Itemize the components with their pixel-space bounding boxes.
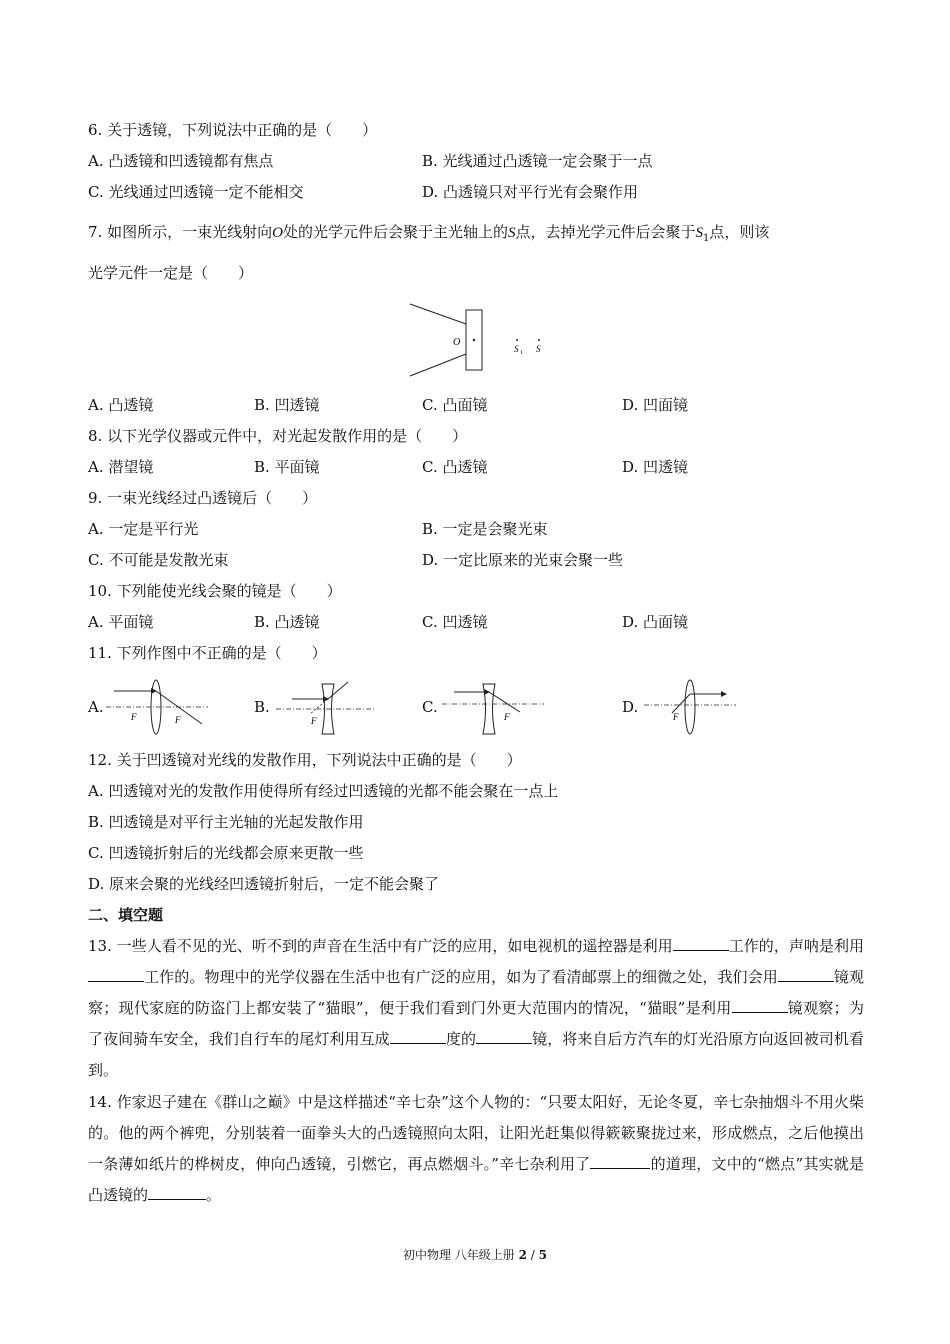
q11-option-d-label: D. — [622, 698, 639, 716]
footer-page-total: 5 — [538, 1248, 548, 1262]
q9-option-c: C. 不可能是发散光束 — [88, 551, 229, 569]
q6-option-d: D. 凸透镜只对平行光有会聚作用 — [422, 183, 639, 201]
q11-figure-a — [104, 676, 210, 736]
q13-blank-2[interactable] — [88, 967, 144, 982]
q7-point-s — [538, 339, 540, 341]
q14-blank-1[interactable] — [590, 1154, 650, 1169]
q7-s-symbol: S — [507, 225, 516, 241]
q7-o-symbol: O — [272, 225, 283, 241]
q6-option-c: C. 光线通过凹透镜一定不能相交 — [88, 183, 304, 201]
q11-option-c-label: C. — [422, 698, 438, 716]
q13-blank-1[interactable] — [673, 936, 729, 951]
q6-stem: 6. 关于透镜，下列说法中正确的是（ ） — [88, 121, 378, 139]
q11d-f: F — [673, 712, 679, 722]
q11a-f-right: F — [175, 715, 181, 725]
q7-label-o: O — [453, 337, 461, 348]
q8-option-b: B. 平面镜 — [254, 458, 320, 476]
q12-stem: 12. 关于凹透镜对光线的发散作用，下列说法中正确的是（ ） — [88, 751, 522, 769]
q13-blank-6[interactable] — [476, 1029, 532, 1044]
q12-option-c: C. 凹透镜折射后的光线都会原来更散一些 — [88, 844, 364, 862]
q7-ray-top — [410, 304, 466, 324]
q7-stem: 7. 如图所示，一束光线射向O处的光学元件后会聚于主光轴上的S点，去掉光学元件后会聚于$S_1$点，则该 — [88, 223, 770, 244]
q10-option-b: B. 凸透镜 — [254, 613, 320, 631]
q10-stem: 10. 下列能使光线会聚的镜是（ ） — [88, 582, 342, 600]
q8-stem: 8. 以下光学仪器或元件中，对光起发散作用的是（ ） — [88, 427, 468, 445]
q6-option-b: B. 光线通过凸透镜一定会聚于一点 — [422, 152, 653, 170]
q14-paragraph: 14. 作家迟子建在《群山之巅》中是这样描述“辛七杂”这个人物的：“只要太阳好，无论冬夏，辛七杂抽烟斗不用火柴的。他的两个裤兜，分别装着一面拳头大的凸透镜照向太阳，让阳光赶集似得簌簌聚拢过来，形成燃点，之后他摸出一条薄如纸片的桦树皮，伸向凸透镜，引燃它，再点燃烟斗。”辛七杂利用了 的道理，文中的“燃点”其实就是凸透镜的 。 — [88, 1093, 864, 1204]
q7-label-s: S — [536, 344, 541, 354]
q11-figure-c — [440, 676, 546, 736]
q7-s1-symbol: S — [695, 225, 703, 241]
q11a-f-left: F — [131, 712, 137, 722]
q7-stem-line2: 光学元件一定是（ ） — [88, 264, 254, 282]
q7-point-s1 — [516, 339, 518, 341]
q9-stem: 9. 一束光线经过凸透镜后（ ） — [88, 489, 318, 507]
q13-paragraph: 13. 一些人看不见的光、听不到的声音在生活中有广泛的应用，如电视机的遥控器是利用 工作的，声呐是利用工作的。物理中的光学仪器在生活中也有广泛的应用，如为了看清邮票上的细微之处，我们会用 镜观察；现代家庭的防盗门上都安装了“猫眼”，便于我们看到门外更大范围内的情况，“猫眼”是利用 镜观察；为了夜间骑车安全，我们自行车的尾灯利用互成 度的 镜，将来自后方汽车的灯光沿原方向返回被司机看到。 — [88, 937, 864, 1079]
q7-option-c: C. 凸面镜 — [422, 396, 488, 414]
q11d-convex-lens — [685, 680, 695, 734]
q10-option-a: A. 平面镜 — [88, 613, 154, 631]
q8-option-d: D. 凹透镜 — [622, 458, 689, 476]
q11-option-b-label: B. — [254, 698, 270, 716]
q10-option-d: D. 凸面镜 — [622, 613, 689, 631]
q13-blank-4[interactable] — [732, 998, 788, 1013]
page-footer: 初中物理 八年级上册 2 / 5 — [402, 1248, 548, 1262]
q11-figure-b — [274, 676, 376, 736]
q8-option-a: A. 潜望镜 — [88, 458, 154, 476]
q7-option-a: A. 凸透镜 — [88, 396, 154, 414]
q12-option-d: D. 原来会聚的光线经凹透镜折射后，一定不能会聚了 — [88, 875, 440, 893]
q7-ray-bottom — [410, 354, 466, 376]
q11c-refracted-ray — [489, 692, 520, 712]
q7-label-s1: S — [514, 344, 519, 354]
section-heading-fill-in: 二、填空题 — [88, 906, 164, 924]
q9-option-a: A. 一定是平行光 — [88, 520, 199, 538]
q11-option-a-label: A. — [88, 698, 104, 716]
q11b-f: F — [311, 716, 317, 726]
q11b-extension — [310, 699, 328, 714]
q9-option-b: B. 一定是会聚光束 — [422, 520, 548, 538]
q14-blank-2[interactable] — [148, 1185, 206, 1200]
q7-label-s1-sub: 1 — [520, 350, 523, 356]
footer-page-number: 2 — [518, 1248, 527, 1262]
q11b-refracted-ray — [328, 682, 348, 699]
q12-option-a: A. 凹透镜对光的发散作用使得所有经过凹透镜的光都不能会聚在一点上 — [88, 782, 559, 800]
q12-option-b: B. 凹透镜是对平行主光轴的光起发散作用 — [88, 813, 364, 831]
q6-option-a: A. 凸透镜和凹透镜都有焦点 — [88, 152, 274, 170]
q11d-incident-ray — [672, 694, 690, 713]
q8-option-c: C. 凸透镜 — [422, 458, 488, 476]
q9-option-d: D. 一定比原来的光束会聚一些 — [422, 551, 624, 569]
q11-figure-d — [642, 676, 738, 736]
q10-option-c: C. 凹透镜 — [422, 613, 488, 631]
q7-option-b: B. 凹透镜 — [254, 396, 320, 414]
q13-blank-3[interactable] — [778, 967, 834, 982]
q7-figure — [400, 296, 560, 382]
q7-option-d: D. 凹面镜 — [622, 396, 689, 414]
q11-stem: 11. 下列作图中不正确的是（ ） — [88, 644, 327, 662]
q13-blank-5[interactable] — [390, 1029, 446, 1044]
q11c-f: F — [504, 712, 510, 722]
q7-center-dot — [473, 339, 475, 341]
